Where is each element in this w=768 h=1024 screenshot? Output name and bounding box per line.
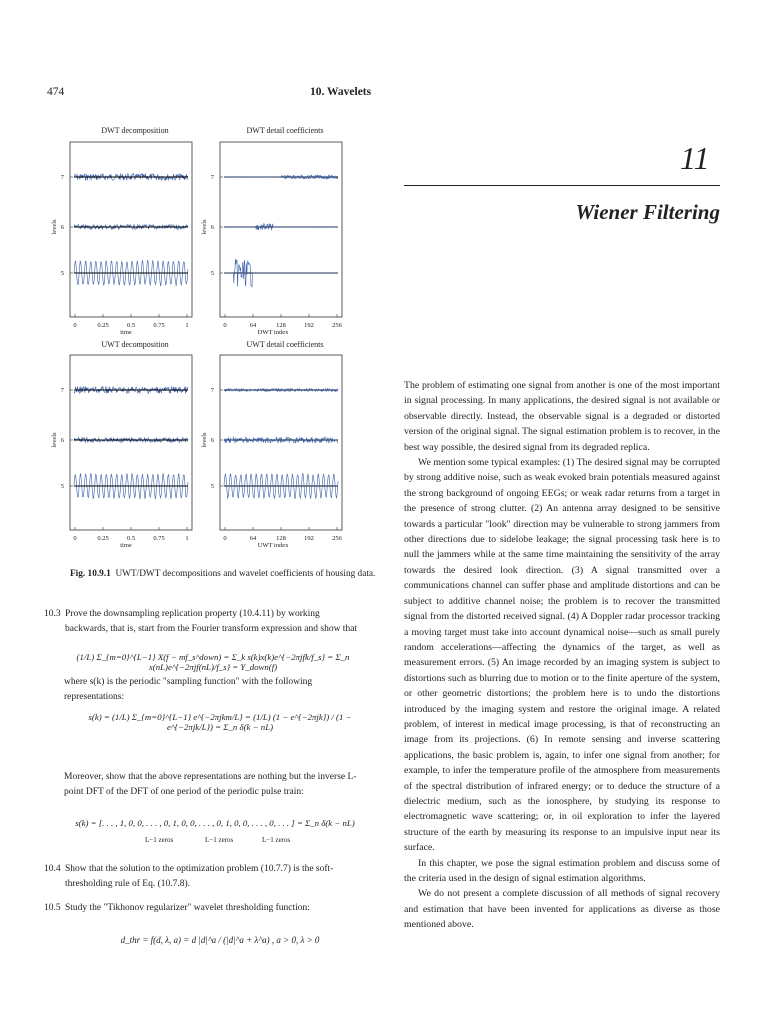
y-axis-label: levels xyxy=(201,432,208,448)
x-tick-label: 0.5 xyxy=(126,322,136,329)
chapter-body xyxy=(404,378,720,933)
y-axis-label: levels xyxy=(51,219,58,235)
x-tick-label: 1 xyxy=(185,322,189,329)
equation-sampling-function: s(k) = (1/L) Σ_{m=0}^{L−1} e^{−2πjkm/L} = (1/L) (1 − e^{−2πjk}) / (1 − e^{−2πjk/L}) = Σ_n δ(k − nL) xyxy=(88,712,352,732)
x-tick-label: 0 xyxy=(73,322,77,329)
problem-number: 10.4 xyxy=(44,864,61,874)
wavelet-figure xyxy=(40,130,370,550)
y-tick-label: 7 xyxy=(210,174,214,181)
problem-number: 10.3 xyxy=(44,609,61,619)
y-tick-label: 5 xyxy=(210,270,214,277)
y-tick-label: 6 xyxy=(60,224,64,231)
y-axis-label: levels xyxy=(51,432,58,448)
x-tick-label: 0.25 xyxy=(97,535,109,542)
problem-number: 10.5 xyxy=(44,903,61,913)
problem-10-5 xyxy=(44,901,364,916)
running-header: 10. Wavelets xyxy=(310,86,372,98)
figure-caption xyxy=(70,569,375,579)
chapter-rule xyxy=(404,185,720,186)
signal-trace xyxy=(224,259,338,287)
panel-3 xyxy=(51,355,192,549)
where-text: where s(k) is the periodic "sampling function" with the following representations: xyxy=(64,677,313,702)
x-axis-label: DWT index xyxy=(257,329,289,336)
x-tick-label: 0.75 xyxy=(153,535,165,542)
y-tick-label: 5 xyxy=(210,483,214,490)
panel-title-uwt-detail: UWT detail coefficients xyxy=(246,340,324,349)
y-tick-label: 5 xyxy=(60,483,64,490)
paragraph-1: The problem of estimating one signal from another is one of the most important in signal processing. In many applications, the desired signal is not available or observable directly. Instead, the observable signal is a degraded or distorted version of the original signal. The signal estimation problem is to recover, in the best way possible, the desired signal from its degraded replica. xyxy=(404,380,720,453)
x-tick-label: 256 xyxy=(332,535,342,542)
zeros-label-1: L−1 zeros xyxy=(145,836,174,844)
x-tick-label: 192 xyxy=(304,535,314,542)
y-tick-label: 6 xyxy=(210,437,214,444)
x-axis-label: time xyxy=(120,542,132,549)
x-tick-label: 1 xyxy=(185,535,189,542)
y-tick-label: 6 xyxy=(60,437,64,444)
x-tick-label: 64 xyxy=(249,322,257,329)
x-axis-label: time xyxy=(120,329,132,336)
signal-trace xyxy=(224,175,338,179)
y-tick-label: 7 xyxy=(210,387,214,394)
y-tick-label: 7 xyxy=(60,387,64,394)
y-axis-label: levels xyxy=(201,219,208,235)
x-tick-label: 0 xyxy=(73,535,77,542)
moreover-text: Moreover, show that the above representations are nothing but the inverse L-point DFT of the DFT of one period of the periodic pulse train: xyxy=(64,772,357,797)
problem-text: Study the "Tikhonov regularizer" wavelet thresholding function: xyxy=(65,903,310,913)
x-tick-label: 0 xyxy=(223,535,227,542)
chapter-number: 11 xyxy=(680,140,710,176)
x-tick-label: 128 xyxy=(276,322,286,329)
x-tick-label: 0.75 xyxy=(153,322,165,329)
panel-4 xyxy=(201,355,343,549)
zeros-label-2: L−1 zeros xyxy=(205,836,234,844)
paragraph-3: In this chapter, we pose the signal estimation problem and discuss some of the criteria used in the design of signal estimation algorithms. xyxy=(404,857,720,884)
chapter-title: Wiener Filtering xyxy=(575,200,720,224)
paragraph-2: We mention some typical examples: (1) The desired signal may be corrupted by strong additive noise, such as weak evoked brain potentials measured against the strong background of ongoing EEGs; or weak radar returns from a target in the presence of strong clutter. (2) An antenna array designed to be sensitive towards a particular "look" direction may be vulnerable to strong jammers from other directions due to sidelobe leakage; the signal processing task here is to null the jammers while at the same time maintaining the sensitivity of the array towards the desired look direction. (3) A signal transmitted over a communications channel can suffer phase and amplitude distortions and can be subject to additive channel noise; the problem is to recover the transmitted signal from the distorted received signal. (4) A Doppler radar processor tracking a moving target must take into account dynamical noise—such as small purely random accelerations—affecting the dynamics of the target, as well as measurement errors. (5) An image recorded by an imaging system is subject to distortions such as blurring due to motion or to the finite aperture of the system, or other geometric distortions; the problem here is to undo the distortions introduced by the imaging system and restore the original image. A related problem, of interest in medical image processing, is that of reconstructing an image from its projections. (6) In remote sensing and inverse scattering applications, the basic problem is, again, to infer one signal from another; for example, to infer the temperature profile of the atmosphere from measurements of the spectral distribution of infrared energy; or to deduce the structure of a dielectric medium, such as the ionosphere, by studying its response to electromagnetic wave scattering; or, in oil exploration to infer the layered structure of the earth by measuring its response to an impulsive input near its surface. xyxy=(404,457,720,854)
problem-10-3 xyxy=(44,607,364,636)
x-tick-label: 0.25 xyxy=(97,322,109,329)
x-tick-label: 128 xyxy=(276,535,286,542)
panel-title-uwt-decomposition: UWT decomposition xyxy=(101,340,169,349)
paragraph-4: We do not present a complete discussion of all methods of signal recovery and estimation that have been invented for applications as diverse as those mentioned above. xyxy=(404,888,720,931)
panel-2 xyxy=(201,142,343,336)
x-axis-label: UWT index xyxy=(257,542,289,549)
y-tick-label: 6 xyxy=(210,224,214,231)
panel-title-dwt-detail: DWT detail coefficients xyxy=(246,126,324,135)
zeros-label-3: L−1 zeros xyxy=(262,836,291,844)
equation-tikhonov: d_thr = f(d, λ, a) = d |d|^a / (|d|^a + λ^a) , a > 0, λ > 0 xyxy=(120,935,320,945)
x-tick-label: 192 xyxy=(304,322,314,329)
x-tick-label: 64 xyxy=(249,535,257,542)
x-tick-label: 0 xyxy=(223,322,227,329)
problem-10-4 xyxy=(44,862,364,891)
page-number: 474 xyxy=(47,86,65,98)
y-tick-label: 5 xyxy=(60,270,64,277)
x-tick-label: 256 xyxy=(332,322,342,329)
panel-title-dwt-decomposition: DWT decomposition xyxy=(101,126,169,135)
equation-pulse-train: s(k) = [. . . , 1, 0, 0, . . . , 0, 1, 0, 0, . . . , 0, 1, 0, 0, . . . , 0, . . . ] = Σ_n δ(k − nL) xyxy=(75,818,355,828)
x-tick-label: 0.5 xyxy=(126,535,136,542)
problem-text: Prove the downsampling replication property (10.4.11) by working backwards, that is, start from the Fourier transform expression and show that xyxy=(65,609,358,634)
y-tick-label: 7 xyxy=(60,174,64,181)
problem-text: Show that the solution to the optimization problem (10.7.7) is the soft-thresholding rule of Eq. (10.7.8). xyxy=(65,864,334,889)
panel-1 xyxy=(51,142,192,336)
caption-text: UWT/DWT decompositions and wavelet coefficients of housing data. xyxy=(115,569,376,579)
signal-trace xyxy=(224,224,338,231)
caption-label: Fig. 10.9.1 xyxy=(70,569,111,579)
equation-downsampling: (1/L) Σ_{m=0}^{L−1} X(f − mf_s^down) = Σ_k s(k)x(k)e^{−2πjfk/f_s} = Σ_n x(nL)e^{−2πjf(nL)/f_s} = Y_down(f) xyxy=(76,652,350,672)
